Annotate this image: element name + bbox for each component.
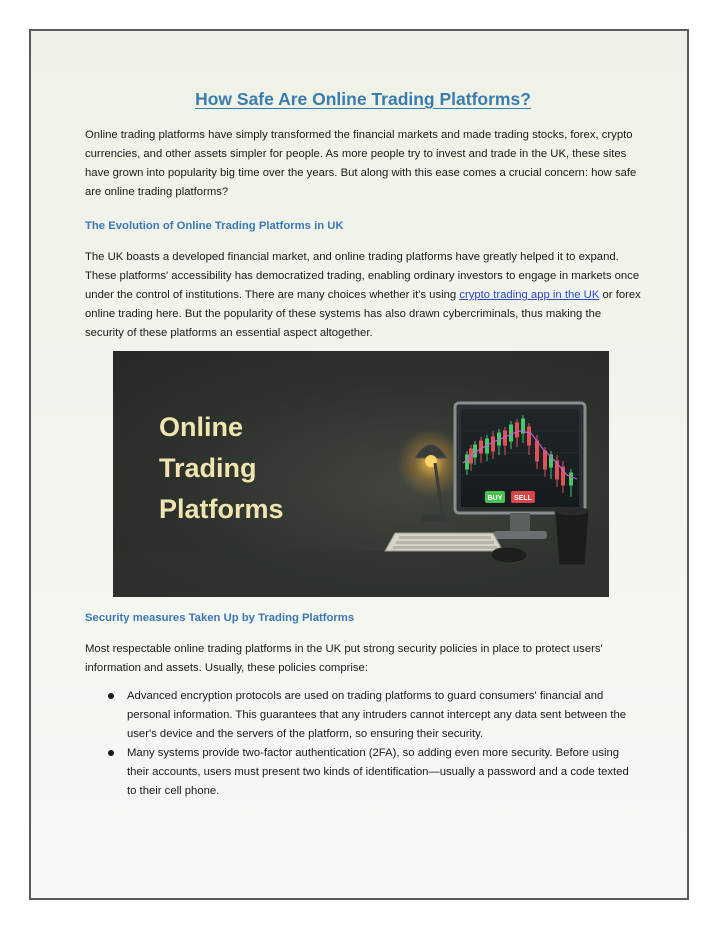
section-heading-security: Security measures Taken Up by Trading Platforms	[85, 612, 355, 624]
list-item	[85, 744, 641, 801]
hero-title-line-2: Trading	[159, 453, 257, 483]
keyboard-icon	[385, 533, 503, 551]
trading-desk-illustration	[113, 351, 609, 597]
crypto-trading-app-link[interactable]: crypto trading app in the UK	[459, 289, 600, 301]
document-page	[29, 29, 689, 900]
list-item-text: Many systems provide two-factor authentication (2FA), so adding even more security. Before using their accounts, users must present two kinds of identification—usually a password and a code texted to their cell phone.	[127, 747, 629, 797]
bullet-icon	[108, 693, 114, 699]
buy-label: BUY	[487, 495, 503, 502]
hero-title-line-3: Platforms	[159, 494, 284, 524]
intro-paragraph: Online trading platforms have simply transformed the financial markets and made trading stocks, forex, crypto currencies, and other assets simpler for people. As more people try to invest and trade in the UK, these sites have grown into popularity big time over the years. But along with this ease comes a crucial concern: how safe are online trading platforms?	[85, 129, 637, 198]
hero-title-line-1: Online	[159, 412, 244, 442]
evolution-paragraph	[85, 248, 641, 343]
security-measures-list	[85, 687, 641, 801]
sell-label: SELL	[514, 495, 532, 502]
evolution-text-start: The UK boasts a developed financial market, and online trading platforms have greatly helped it to expand. These platforms' accessibility has democratized trading, enabling ordinary investors to engage in markets once under the control of institutions. There are many choices whether it's using	[85, 251, 640, 301]
article-title: How Safe Are Online Trading Platforms?	[195, 89, 531, 109]
mug-icon	[555, 507, 589, 565]
security-paragraph: Most respectable online trading platforms in the UK put strong security policies in place to protect users' information and assets. Usually, these policies comprise:	[85, 643, 603, 674]
list-item	[85, 687, 641, 744]
hero-image	[113, 351, 609, 597]
bullet-icon	[108, 750, 114, 756]
mouse-icon	[491, 547, 527, 563]
list-item-text: Advanced encryption protocols are used on trading platforms to guard consumers' financial and personal information. This guarantees that any intruders cannot intercept any data sent between the user's device and the servers of the platform, so ensuring their security.	[127, 690, 627, 740]
desk-surface	[113, 551, 609, 597]
evolution-text-end: or forex online trading here. But the popularity of these systems has also drawn cybercriminals, thus making the security of these platforms an essential aspect altogether.	[85, 289, 641, 339]
section-heading-evolution: The Evolution of Online Trading Platforms in UK	[85, 220, 344, 232]
